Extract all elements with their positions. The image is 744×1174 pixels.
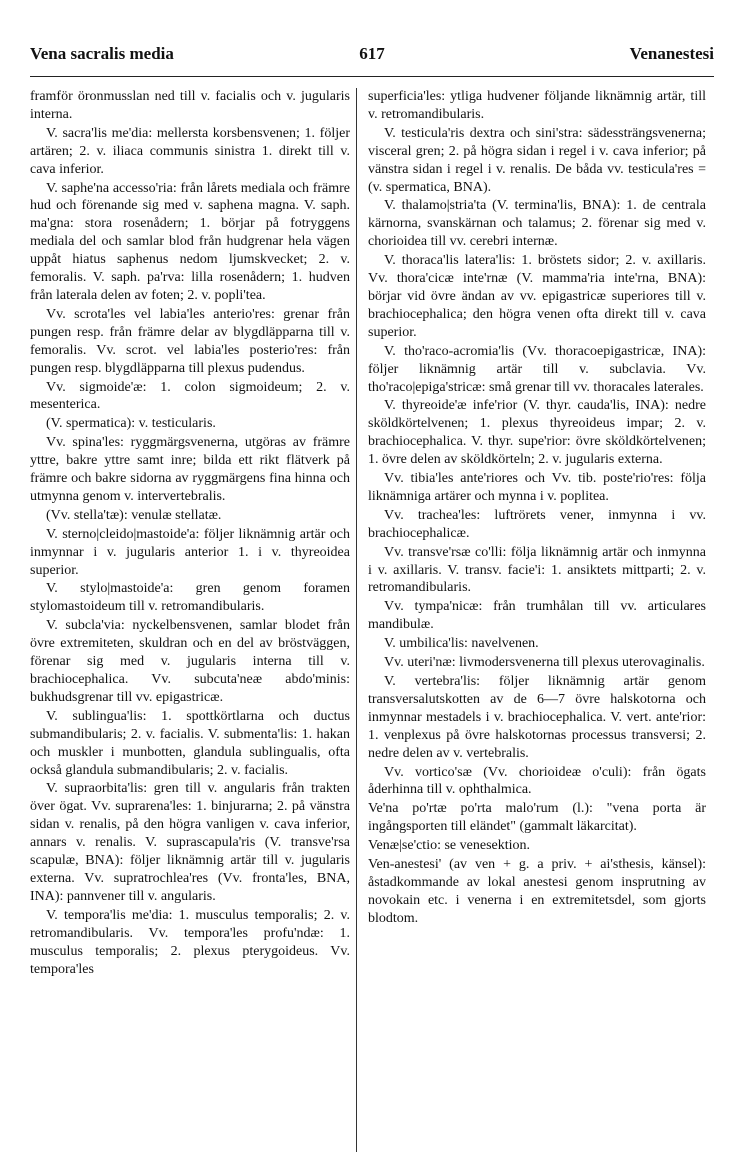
dictionary-entry: Vv. tibia'les ante'riores och Vv. tib. poste'rio'res: följa liknämniga artärer och mynna i v. poplitea. bbox=[368, 471, 706, 504]
dictionary-entry: Venæ|se'ctio: se venesektion. bbox=[368, 838, 531, 854]
dictionary-entry: Vv. trachea'les: luftrörets vener, inmynna i vv. brachiocephalicæ. bbox=[368, 507, 706, 541]
dictionary-entry: (V. spermatica): v. testicularis. bbox=[46, 416, 216, 432]
dictionary-entry: (Vv. stella'tæ): venulæ stellatæ. bbox=[46, 507, 222, 523]
dictionary-entry: V. tho'raco-acromia'lis (Vv. thoracoepigastricæ, INA): följer liknämnig artär till v. subclavia. Vv. tho'raco|epiga'stricæ: små grenar till vv. thoracales laterales. bbox=[368, 343, 706, 395]
dictionary-entry: V. thoraca'lis latera'lis: 1. bröstets sidor; 2. v. axillaris. Vv. thora'cicæ inte'rnæ (V. mamma'ria inte'rna, BNA): börjar vid övre ändan av vv. epigastricæ superiores till v. brachiocephalica; den högra venen ofta direkt till v. cava superior. bbox=[368, 253, 706, 340]
dictionary-entry: V. testicula'ris dextra och sini'stra: sädessträngsvenerna; visceral gren; 2. på högra sidan i regel i v. cava inferior; på vänstra sidan i regel i v. renalis. De båda vv. testicula'res = (v. spermatica, BNA). bbox=[368, 125, 706, 195]
column-divider bbox=[356, 88, 357, 1152]
dictionary-entry: Vv. vortico'sæ (Vv. chorioideæ o'culi): från ögats åderhinna till v. ophthalmica. bbox=[368, 764, 706, 798]
dictionary-entry: Vv. uteri'næ: livmodersvenerna till plexus uterovaginalis. bbox=[384, 655, 705, 671]
dictionary-entry: V. sublingua'lis: 1. spottkörtlarna och ductus submandibularis; 2. v. facialis. V. submenta'lis: 1. hakan och muskler i munbotten, glandula sublingualis, ofta också glandula submandibularis; 2. v. facialis. bbox=[30, 708, 350, 778]
right-column bbox=[368, 88, 706, 929]
dictionary-entry: Ve'na po'rtæ po'rta malo'rum (l.): "vena porta är ingångsporten till eländet" (gammalt läkarcitat). bbox=[368, 801, 706, 835]
dictionary-entry: V. thyreoide'æ infe'rior (V. thyr. cauda'lis, INA): nedre sköldkörtelvenen; 1. plexus thyreoideus impar; 2. v. brachiocephalica. V. thyr. supe'rior: övre sköldkörtelvenen; 1. övre delen av sköldkörteln; 2. v. jugularis externa. bbox=[368, 398, 706, 468]
dictionary-entry: V. subcla'via: nyckelbensvenen, samlar blodet från övre extremiteten, skuldran och en del av bröstväggen, förenar sig med v. jugularis interna till v. brachiocephalica. Vv. subcuta'neæ abdo'minis: bukhudsgrenar till vv. epigastricæ. bbox=[30, 618, 350, 705]
dictionary-entry: V. vertebra'lis: följer liknämnig artär genom transversalutskotten av de 6—7 övre halskotorna och inmynnar mestadels i v. brachiocephalica. V. vert. ante'rior: 1. venplexus på övre halskotornas processus transversi; 2. nedre delen av v. vertebralis. bbox=[368, 674, 706, 761]
dictionary-entry: V. umbilica'lis: navelvenen. bbox=[384, 636, 539, 652]
header-left-guideword: Vena sacralis media bbox=[30, 44, 174, 63]
dictionary-entry: V. sterno|cleido|mastoide'a: följer liknämnig artär och inmynnar i v. jugularis anterior 1. i v. thyreoidea superior. bbox=[30, 526, 350, 578]
dictionary-entry: framför öronmusslan ned till v. facialis och v. jugularis interna. bbox=[30, 89, 350, 122]
page-number: 617 bbox=[359, 44, 385, 63]
dictionary-entry: Vv. tympa'nicæ: från trumhålan till vv. articulares mandibulæ. bbox=[368, 599, 706, 633]
page-header bbox=[30, 44, 714, 72]
dictionary-entry: V. thalamo|stria'ta (V. termina'lis, BNA): 1. de centrala kärnorna, svanskärnan och talamus; 2. förenar sig med v. chorioidea till vv. cerebri internæ. bbox=[368, 198, 706, 250]
dictionary-entry: Vv. sigmoide'æ: 1. colon sigmoideum; 2. v. mesenterica. bbox=[30, 379, 350, 413]
header-rule bbox=[30, 76, 714, 77]
dictionary-entry: V. stylo|mastoide'a: gren genom foramen stylomastoideum till v. retromandibularis. bbox=[30, 581, 350, 615]
dictionary-entry: V. sacra'lis me'dia: mellersta korsbensvenen; 1. följer artären; 2. v. iliaca communis sinistra 1. direkt till v. cava inferior. bbox=[30, 125, 350, 177]
dictionary-entry: Ven-anestesi' (av ven + g. a priv. + ai'sthesis, känsel): åstadkommande av lokal anestesi genom insprutning av novokain etc. i venerna i en extremitetsdel, som gjorts blodtom. bbox=[368, 857, 706, 926]
dictionary-entry: Vv. scrota'les vel labia'les anterio'res: grenar från pungen resp. från främre delar av blygdläpparna till v. femoralis. Vv. scrot. vel labia'les posterio'res: från pungen resp. blygdläpparna till plexus pudendus. bbox=[30, 306, 350, 376]
dictionary-entry: superficia'les: ytliga hudvener följande liknämnig artär, till v. retromandibularis. bbox=[368, 89, 706, 122]
dictionary-entry: V. tempora'lis me'dia: 1. musculus temporalis; 2. v. retromandibularis. Vv. tempora'les profu'ndæ: 1. musculus temporalis; 2. plexus pterygoideus. Vv. tempora'les bbox=[30, 907, 350, 977]
dictionary-entry: V. supraorbita'lis: gren till v. angularis från trakten över ögat. Vv. suprarena'les: 1. binjurarna; 2. på vänstra sidan v. renalis, på den högra vanligen v. cava inferior, annars v. renalis. V. suprascapula'ris (V. transve'rsa scapulæ, BNA): följer liknämnig artär till v. jugularis externa. Vv. supratrochlea'res (Vv. fronta'les, BNA, INA): pannvener till v. angularis. bbox=[30, 781, 350, 904]
dictionary-entry: Vv. transve'rsæ co'lli: följa liknämnig artär och inmynna i v. axillaris. V. transv. facie'i: 1. ansiktets mittparti; 2. v. retromandibularis. bbox=[368, 544, 706, 596]
header-right-guideword: Venanestesi bbox=[629, 44, 714, 63]
dictionary-entry: V. saphe'na accesso'ria: från lårets mediala och främre hud och förenande sig med v. saphena magna. V. saph. ma'gna: stora rosenådern; 1. börjar på fotryggens mediala del och samlar blod från hudgrenar hela vägen uppåt hiatus saphenus nedom ljumskvecket; 2. v. femoralis. V. saph. pa'rva: lilla rosenådern; 1. hudven från laterala delen av foten; 2. v. popli'tea. bbox=[30, 180, 350, 303]
dictionary-entry: Vv. spina'les: ryggmärgsvenerna, utgöras av främre yttre, bakre yttre samt inre; bilda ett rikt flätverk på främre och bakre sidorna av ryggmärgens fina hinna och utmynna genom v. intervertebralis. bbox=[30, 435, 350, 504]
left-column bbox=[30, 88, 350, 979]
